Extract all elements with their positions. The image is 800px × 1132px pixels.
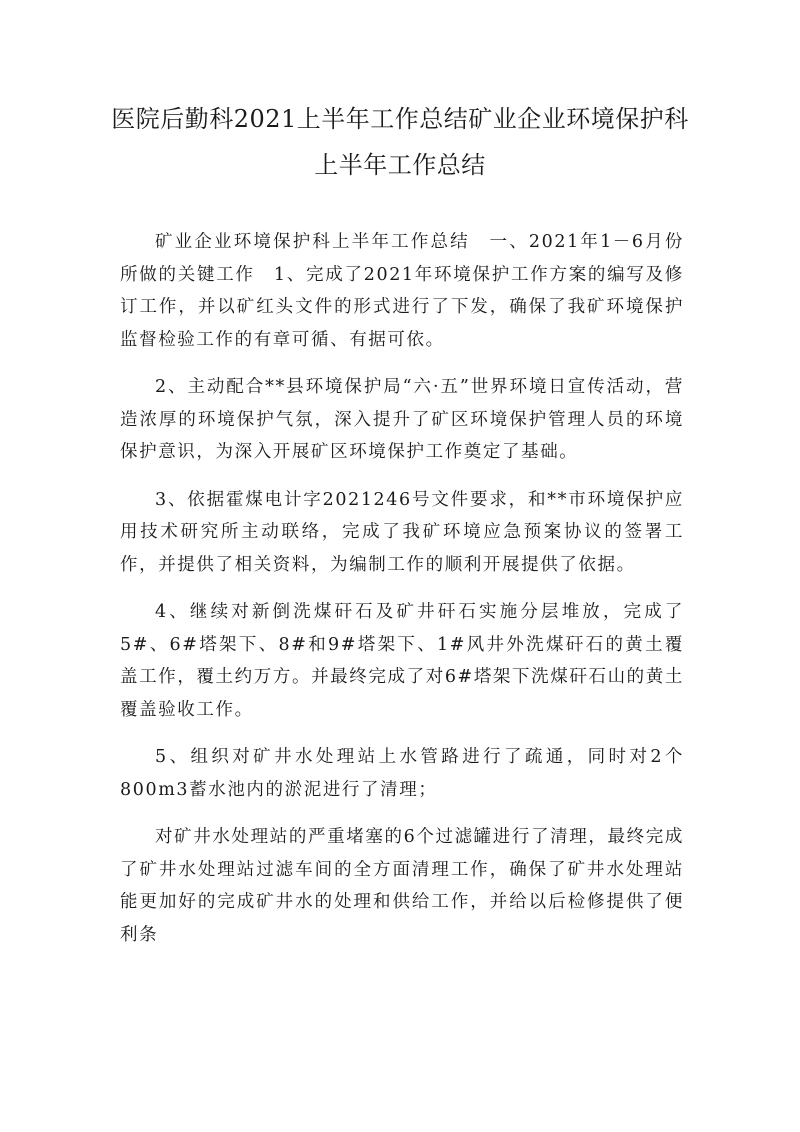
document-body (120, 226, 684, 966)
document-title: 医院后勤科2021上半年工作总结矿业企业环境保护科上半年工作总结 (111, 105, 689, 179)
paragraph-filter-cleanup: 对矿井水处理站的严重堵塞的6个过滤罐进行了清理，最终完成了矿井水处理站过滤车间的全方面清理工作，确保了矿井水处理站能更加好的完成矿井水的处理和供给工作，并给以后检修提供了便利条 (120, 827, 684, 945)
paragraph-item-3: 3、依据霍煤电计字2021246号文件要求，和**市环境保护应用技术研究所主动联络，完成了我矿环境应急预案协议的签署工作，并提供了相关资料，为编制工作的顺利开展提供了依据。 (120, 489, 684, 575)
paragraph-item-5: 5、组织对矿井水处理站上水管路进行了疏通，同时对2个800m3蓄水池内的淤泥进行了清理； (120, 747, 684, 800)
paragraph-summary-intro: 矿业企业环境保护科上半年工作总结 一、2021年1－6月份所做的关键工作 1、完成了2021年环境保护工作方案的编写及修订工作，并以矿红头文件的形式进行了下发，确保了我矿环境保护监督检验工作的有章可循、有据可依。 (120, 232, 684, 350)
paragraph-item-2: 2、主动配合**县环境保护局“六·五”世界环境日宣传活动，营造浓厚的环境保护气氛，深入提升了矿区环境保护管理人员的环境保护意识，为深入开展矿区环境保护工作奠定了基础。 (120, 377, 684, 462)
paragraph-item-4: 4、继续对新倒洗煤矸石及矿井矸石实施分层堆放，完成了5#、6#塔架下、8#和9#塔架下、1#风井外洗煤矸石的黄土覆盖工作，覆土约万方。并最终完成了对6#塔架下洗煤矸石山的黄土覆盖验收工作。 (120, 602, 684, 720)
